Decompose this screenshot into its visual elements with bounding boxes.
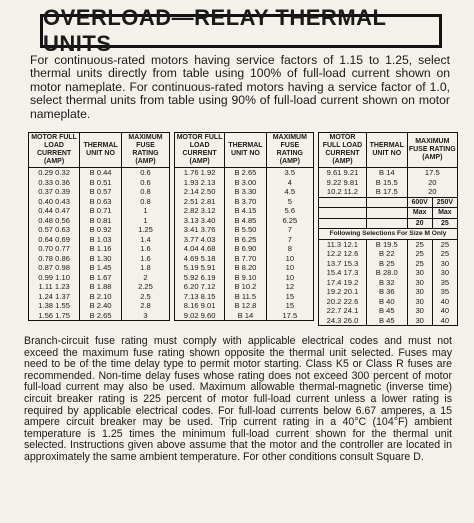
table-row: [175, 301, 314, 311]
table-row: [29, 244, 170, 254]
fuse-600v-cell: 30: [407, 268, 432, 278]
current-cell: 8.16 9.01: [175, 301, 225, 311]
thermal-unit-cell: B 4.85: [225, 216, 266, 226]
current-cell: 1.11 1.23: [29, 282, 80, 292]
col-header-fuse: MAXIMUM FUSE RATING (AMP): [266, 133, 313, 168]
fuse-rating-cell: 2.5: [121, 292, 169, 302]
current-cell: 20.2 22.6: [319, 297, 367, 307]
fuse-voltage-cell: Max: [407, 208, 432, 219]
fuse-rating-cell: 2.25: [121, 282, 169, 292]
fuse-rating-cell: 5: [266, 197, 313, 207]
fuse-rating-cell: 2.8: [121, 301, 169, 311]
thermal-unit-cell: B 14: [225, 311, 266, 321]
current-cell: 11.3 12.1: [319, 239, 367, 249]
fuse-voltage-cell: 25: [432, 218, 457, 229]
blank-cell: [366, 197, 407, 208]
blank-cell: [319, 218, 367, 229]
table-row: [29, 206, 170, 216]
fuse-voltage-cell: Max: [432, 208, 457, 219]
current-cell: 19.2 20.1: [319, 287, 367, 297]
table-row: [175, 178, 314, 188]
current-cell: 2.51 2.81: [175, 197, 225, 207]
thermal-unit-cell: B 1.16: [80, 244, 122, 254]
fuse-rating-cell: 10: [266, 273, 313, 283]
fuse-rating-cell: 1.8: [121, 263, 169, 273]
current-cell: 2.82 3.12: [175, 206, 225, 216]
thermal-unit-cell: B 0.71: [80, 206, 122, 216]
current-cell: 1.38 1.55: [29, 301, 80, 311]
fuse-rating-cell: 7: [266, 235, 313, 245]
table-row: [319, 259, 458, 269]
current-cell: 4.04 4.68: [175, 244, 225, 254]
fuse-600v-cell: 30: [407, 316, 432, 326]
table-row: [175, 292, 314, 302]
fuse-rating-cell: 2: [121, 273, 169, 283]
thermal-unit-cell: B 2.10: [80, 292, 122, 302]
thermal-unit-cell: B 3.00: [225, 178, 266, 188]
current-cell: 0.99 1.10: [29, 273, 80, 283]
table-row: [319, 178, 458, 188]
current-cell: 0.64 0.69: [29, 235, 80, 245]
table-row: [29, 178, 170, 188]
blank-cell: [319, 197, 367, 208]
table-row: [175, 225, 314, 235]
thermal-unit-cell: B 2.65: [225, 168, 266, 178]
thermal-unit-cell: B 10.2: [225, 282, 266, 292]
current-cell: 4.69 5.18: [175, 254, 225, 264]
fuse-rating-cell: 17.5: [407, 168, 457, 178]
current-cell: 3.77 4.03: [175, 235, 225, 245]
table-row: [29, 311, 170, 321]
fuse-rating-cell: 1.4: [121, 235, 169, 245]
fuse-rating-cell: 0.8: [121, 197, 169, 207]
blank-cell: [319, 208, 367, 219]
current-cell: 22.7 24.1: [319, 306, 367, 316]
fuse-rating-cell: 5.6: [266, 206, 313, 216]
table-row: [319, 249, 458, 259]
page-title: OVERLOAD—RELAY THERMAL UNITS: [40, 14, 442, 48]
current-cell: 0.33 0.36: [29, 178, 80, 188]
table-row: [175, 254, 314, 264]
thermal-unit-cell: B 0.57: [80, 187, 122, 197]
thermal-unit-cell: B 1.88: [80, 282, 122, 292]
col-header-unit: THERMAL UNIT NO: [366, 133, 407, 168]
voltage-subheader-row: [319, 218, 458, 229]
table-row: [29, 216, 170, 226]
current-cell: 0.57 0.63: [29, 225, 80, 235]
fuse-250v-cell: 35: [432, 287, 457, 297]
thermal-unit-cell: B 22: [366, 249, 407, 259]
col-header-unit: THERMAL UNIT NO: [80, 133, 122, 168]
thermal-unit-cell: B 6.25: [225, 235, 266, 245]
current-cell: 17.4 19.2: [319, 278, 367, 288]
thermal-unit-cell: B 1.67: [80, 273, 122, 283]
thermal-unit-cell: B 0.44: [80, 168, 122, 178]
thermal-unit-cell: B 14: [366, 168, 407, 178]
blank-cell: [366, 218, 407, 229]
table-row: [29, 235, 170, 245]
fuse-rating-cell: 10: [266, 254, 313, 264]
intro-text: For continuous-rated motors having service factors of 1.15 to 1.25, select thermal units directly from table using 100% of full-load current shown on motor nameplate. For continuous-rated motors having a service factor of 1.0, select thermal units from table using 90% of full-load current shown on motor nameplate.: [30, 53, 450, 121]
thermal-unit-cell: B 28.0: [366, 268, 407, 278]
thermal-unit-cell: B 1.30: [80, 254, 122, 264]
thermal-unit-cell: B 2.40: [80, 301, 122, 311]
thermal-unit-cell: B 0.63: [80, 197, 122, 207]
footer-notes: [24, 336, 452, 464]
fuse-250v-cell: 40: [432, 316, 457, 326]
table-row: [175, 311, 314, 321]
table-row: [29, 168, 170, 178]
fuse-600v-cell: 25: [407, 259, 432, 269]
col-header-fuse: MAXIMUM FUSE RATING (AMP): [121, 133, 169, 168]
thermal-unit-cell: B 9.10: [225, 273, 266, 283]
thermal-unit-cell: B 0.81: [80, 216, 122, 226]
table-row: [175, 197, 314, 207]
table-row: [319, 287, 458, 297]
fuse-rating-cell: 17.5: [266, 311, 313, 321]
table-row: [175, 263, 314, 273]
thermal-table-2: [174, 132, 314, 321]
fuse-voltage-cell: 600V: [407, 197, 432, 208]
table-row: [175, 273, 314, 283]
table-row: [175, 244, 314, 254]
current-cell: 1.56 1.75: [29, 311, 80, 321]
fuse-250v-cell: 40: [432, 297, 457, 307]
current-cell: 0.40 0.43: [29, 197, 80, 207]
table-row: [319, 187, 458, 197]
thermal-unit-cell: B 15.5: [366, 178, 407, 188]
table-row: [175, 168, 314, 178]
thermal-unit-cell: B 3.70: [225, 197, 266, 207]
fuse-rating-cell: 1: [121, 206, 169, 216]
fuse-rating-cell: 20: [407, 187, 457, 197]
current-cell: 9.22 9.81: [319, 178, 367, 188]
thermal-unit-tables: [28, 132, 458, 330]
col-header-current: MOTOR FULL LOAD CURRENT (AMP): [29, 133, 80, 168]
table-row: [29, 263, 170, 273]
current-cell: 0.87 0.98: [29, 263, 80, 273]
thermal-unit-cell: B 3.30: [225, 187, 266, 197]
thermal-unit-cell: B 0.92: [80, 225, 122, 235]
table-row: [319, 168, 458, 178]
fuse-rating-cell: 3.5: [266, 168, 313, 178]
table-row: [29, 273, 170, 283]
thermal-unit-cell: B 8.20: [225, 263, 266, 273]
table-row: [29, 282, 170, 292]
fuse-600v-cell: 30: [407, 306, 432, 316]
fuse-rating-cell: 1.6: [121, 244, 169, 254]
fuse-rating-cell: 12: [266, 282, 313, 292]
fuse-rating-cell: 4: [266, 178, 313, 188]
fuse-250v-cell: 30: [432, 259, 457, 269]
thermal-unit-cell: B 2.65: [80, 311, 122, 321]
fuse-250v-cell: 25: [432, 239, 457, 249]
fuse-rating-cell: 20: [407, 178, 457, 188]
fuse-rating-cell: 10: [266, 263, 313, 273]
current-cell: 0.78 0.86: [29, 254, 80, 264]
fuse-rating-cell: 6.25: [266, 216, 313, 226]
fuse-rating-cell: 1.25: [121, 225, 169, 235]
table-row: [175, 187, 314, 197]
thermal-unit-cell: B 17.5: [366, 187, 407, 197]
current-cell: 7.13 8.15: [175, 292, 225, 302]
table-row: [319, 278, 458, 288]
thermal-unit-cell: B 19.5: [366, 239, 407, 249]
current-cell: 24.3 26.0: [319, 316, 367, 326]
fuse-250v-cell: 40: [432, 306, 457, 316]
table-row: [175, 282, 314, 292]
fuse-rating-cell: 7: [266, 225, 313, 235]
table-row: [319, 239, 458, 249]
table-row: [29, 197, 170, 207]
current-cell: 5.92 6.19: [175, 273, 225, 283]
current-cell: 9.61 9.21: [319, 168, 367, 178]
thermal-unit-cell: B 45: [366, 316, 407, 326]
table-row: [175, 235, 314, 245]
thermal-unit-cell: B 1.03: [80, 235, 122, 245]
current-cell: 0.29 0.32: [29, 168, 80, 178]
fuse-600v-cell: 25: [407, 239, 432, 249]
thermal-unit-cell: B 6.90: [225, 244, 266, 254]
current-cell: 5.19 5.91: [175, 263, 225, 273]
table-row: [319, 306, 458, 316]
fuse-rating-cell: 15: [266, 292, 313, 302]
table-row: [29, 301, 170, 311]
current-cell: 15.4 17.3: [319, 268, 367, 278]
col-header-unit: THERMAL UNIT NO: [225, 133, 266, 168]
fuse-600v-cell: 30: [407, 278, 432, 288]
intro-paragraph: [30, 54, 450, 121]
table-row: [175, 216, 314, 226]
thermal-unit-cell: B 40: [366, 297, 407, 307]
current-cell: 9.02 9.60: [175, 311, 225, 321]
fuse-voltage-cell: 250V: [432, 197, 457, 208]
table-row: [319, 268, 458, 278]
table-row: [29, 187, 170, 197]
col-header-current: MOTOR FULL LOAD CURRENT (AMP): [175, 133, 225, 168]
current-cell: 0.48 0.56: [29, 216, 80, 226]
thermal-unit-cell: B 0.51: [80, 178, 122, 188]
current-cell: 13.7 15.3: [319, 259, 367, 269]
blank-cell: [366, 208, 407, 219]
table-row: [29, 292, 170, 302]
current-cell: 3.13 3.40: [175, 216, 225, 226]
fuse-600v-cell: 30: [407, 287, 432, 297]
fuse-rating-cell: 8: [266, 244, 313, 254]
current-cell: 0.44 0.47: [29, 206, 80, 216]
size-note: Following Selections For Size M Only: [319, 229, 458, 240]
col-header-fuse: MAXIMUM FUSE RATING (AMP): [407, 133, 457, 168]
current-cell: 6.20 7.12: [175, 282, 225, 292]
thermal-unit-cell: B 36: [366, 287, 407, 297]
size-note-row: [319, 229, 458, 240]
thermal-unit-cell: B 4.15: [225, 206, 266, 216]
thermal-unit-cell: B 12.8: [225, 301, 266, 311]
current-cell: 3.41 3.76: [175, 225, 225, 235]
fuse-rating-cell: 4.5: [266, 187, 313, 197]
voltage-subheader-row: [319, 197, 458, 208]
fuse-rating-cell: 0.8: [121, 187, 169, 197]
thermal-table-1: [28, 132, 170, 321]
fuse-rating-cell: 15: [266, 301, 313, 311]
thermal-table-3: [318, 132, 458, 326]
thermal-unit-cell: B 11.5: [225, 292, 266, 302]
voltage-subheader-row: [319, 208, 458, 219]
current-cell: 0.70 0.77: [29, 244, 80, 254]
thermal-unit-cell: B 45: [366, 306, 407, 316]
current-cell: 10.2 11.2: [319, 187, 367, 197]
table-row: [29, 225, 170, 235]
fuse-rating-cell: 1: [121, 216, 169, 226]
current-cell: 1.76 1.92: [175, 168, 225, 178]
fuse-rating-cell: 0.6: [121, 178, 169, 188]
fuse-voltage-cell: 20: [407, 218, 432, 229]
fuse-250v-cell: 35: [432, 278, 457, 288]
current-cell: 12.2 12.6: [319, 249, 367, 259]
col-header-current: MOTOR FULL LOAD CURRENT (AMP): [319, 133, 367, 168]
thermal-unit-cell: B 1.45: [80, 263, 122, 273]
current-cell: 2.14 2.50: [175, 187, 225, 197]
fuse-250v-cell: 25: [432, 249, 457, 259]
current-cell: 1.24 1.37: [29, 292, 80, 302]
thermal-unit-cell: B 7.70: [225, 254, 266, 264]
table-row: [319, 316, 458, 326]
current-cell: 0.37 0.39: [29, 187, 80, 197]
fuse-250v-cell: 30: [432, 268, 457, 278]
fuse-rating-cell: 0.6: [121, 168, 169, 178]
fuse-600v-cell: 30: [407, 297, 432, 307]
fuse-rating-cell: 1.6: [121, 254, 169, 264]
footer-text: Branch-circuit fuse rating must comply with applicable electrical codes and must not exceed the maximum fuse rating shown opposite the thermal unit selected. Fuses may need to be of the time delay type to permit motor starting. Class K5 or Class R fuses are recommended. Non-time delay fuses whose rating does not exceed 300 percent of motor full-load current may also be used. Maximum allowable thermal-magnetic (inverse time) circuit breaker rating is 225 percent of motor full-load current unless a lower rating is required by applicable electrical codes. For full-load currents below 6.67 amperes, a 15 ampere circuit breaker may be used. Trip current rating in a 40°C (104°F) ambient temperature is 1.25 times the minimum full-load current shown for the thermal unit selected. Instructions given above assume that the motor and the controller are located in approximately the same ambient temperature. For other conditions consult Square D.: [24, 335, 452, 463]
thermal-unit-cell: B 25: [366, 259, 407, 269]
thermal-unit-cell: B 32: [366, 278, 407, 288]
table-row: [29, 254, 170, 264]
table-row: [319, 297, 458, 307]
current-cell: 1.93 2.13: [175, 178, 225, 188]
thermal-unit-cell: B 5.50: [225, 225, 266, 235]
table-row: [175, 206, 314, 216]
fuse-600v-cell: 25: [407, 249, 432, 259]
fuse-rating-cell: 3: [121, 311, 169, 321]
